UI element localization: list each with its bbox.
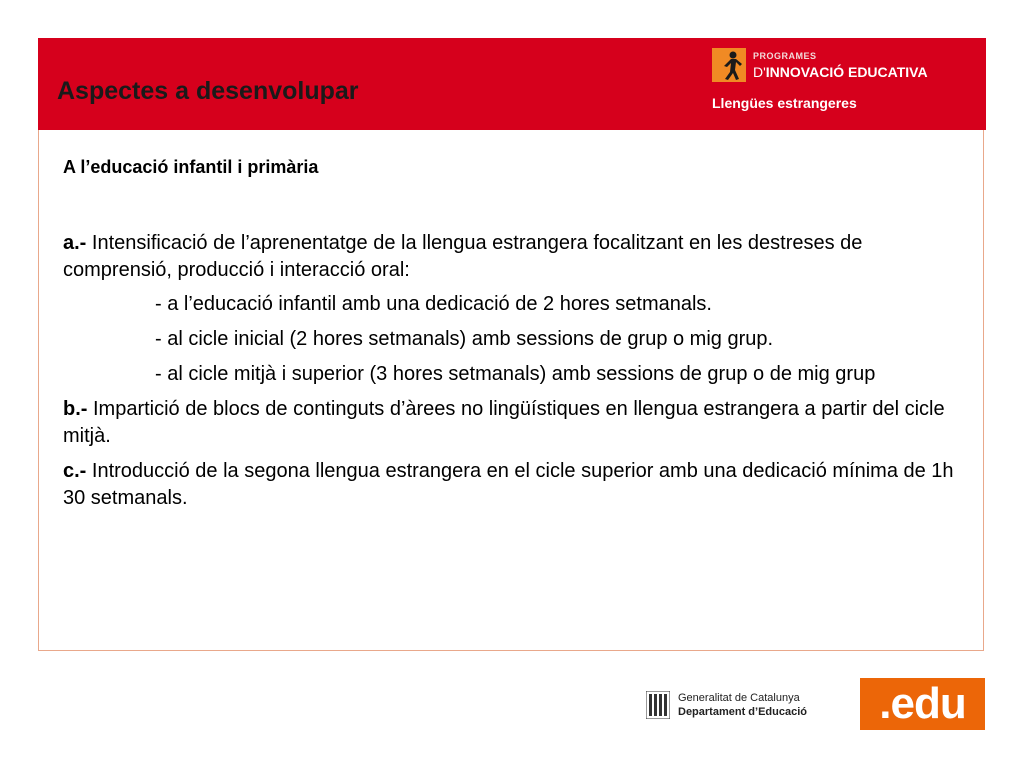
list-item: - al cicle mitjà i superior (3 hores setmanals) amb sessions de grup o de mig grup — [155, 363, 876, 385]
point-a-subitems — [155, 291, 963, 388]
logo-innovacio-main: INNOVACIÓ EDUCATIVA — [765, 64, 928, 80]
point-c-text: Introducció de la segona llengua estrangera en el cicle superior amb una dedicació mínima de 1h 30 setmanals. — [63, 460, 954, 509]
list-item: - al cicle inicial (2 hores setmanals) amb sessions de grup o mig grup. — [155, 328, 774, 350]
generalitat-emblem-icon — [646, 691, 670, 719]
department-name: Departament d’Educació — [678, 706, 807, 718]
innovation-programs-logo — [712, 47, 974, 117]
point-a-text: Intensificació de l’aprenentatge de la llengua estrangera focalitzant en les destreses de comprensió, producció i interacció oral: — [63, 232, 863, 281]
generalitat-logo — [646, 689, 846, 721]
point-c — [63, 458, 963, 512]
point-b-text: Impartició de blocs de continguts d’àrees no lingüístiques en llengua estrangera a partir del cicle mitjà. — [63, 398, 945, 447]
point-b — [63, 396, 963, 450]
header-banner — [38, 38, 986, 130]
logo-d-prefix: D' — [753, 64, 766, 80]
logo-programes-text: PROGRAMES — [753, 51, 817, 61]
logo-subtitle: Llengües estrangeres — [712, 95, 857, 111]
edu-logo: .edu — [860, 678, 985, 730]
slide-title: Aspectes a desenvolupar — [57, 77, 359, 105]
point-b-label: b.- — [63, 398, 88, 420]
section-subheading: A l’educació infantil i primària — [63, 157, 319, 177]
point-a — [63, 230, 963, 284]
slide-body — [63, 155, 963, 512]
logo-innovacio-text — [753, 64, 928, 80]
running-figure-icon — [712, 48, 746, 82]
point-c-label: c.- — [63, 460, 87, 482]
list-item: - a l’educació infantil amb una dedicació de 2 hores setmanals. — [155, 293, 712, 315]
generalitat-name: Generalitat de Catalunya — [678, 692, 800, 704]
point-a-label: a.- — [63, 232, 87, 254]
